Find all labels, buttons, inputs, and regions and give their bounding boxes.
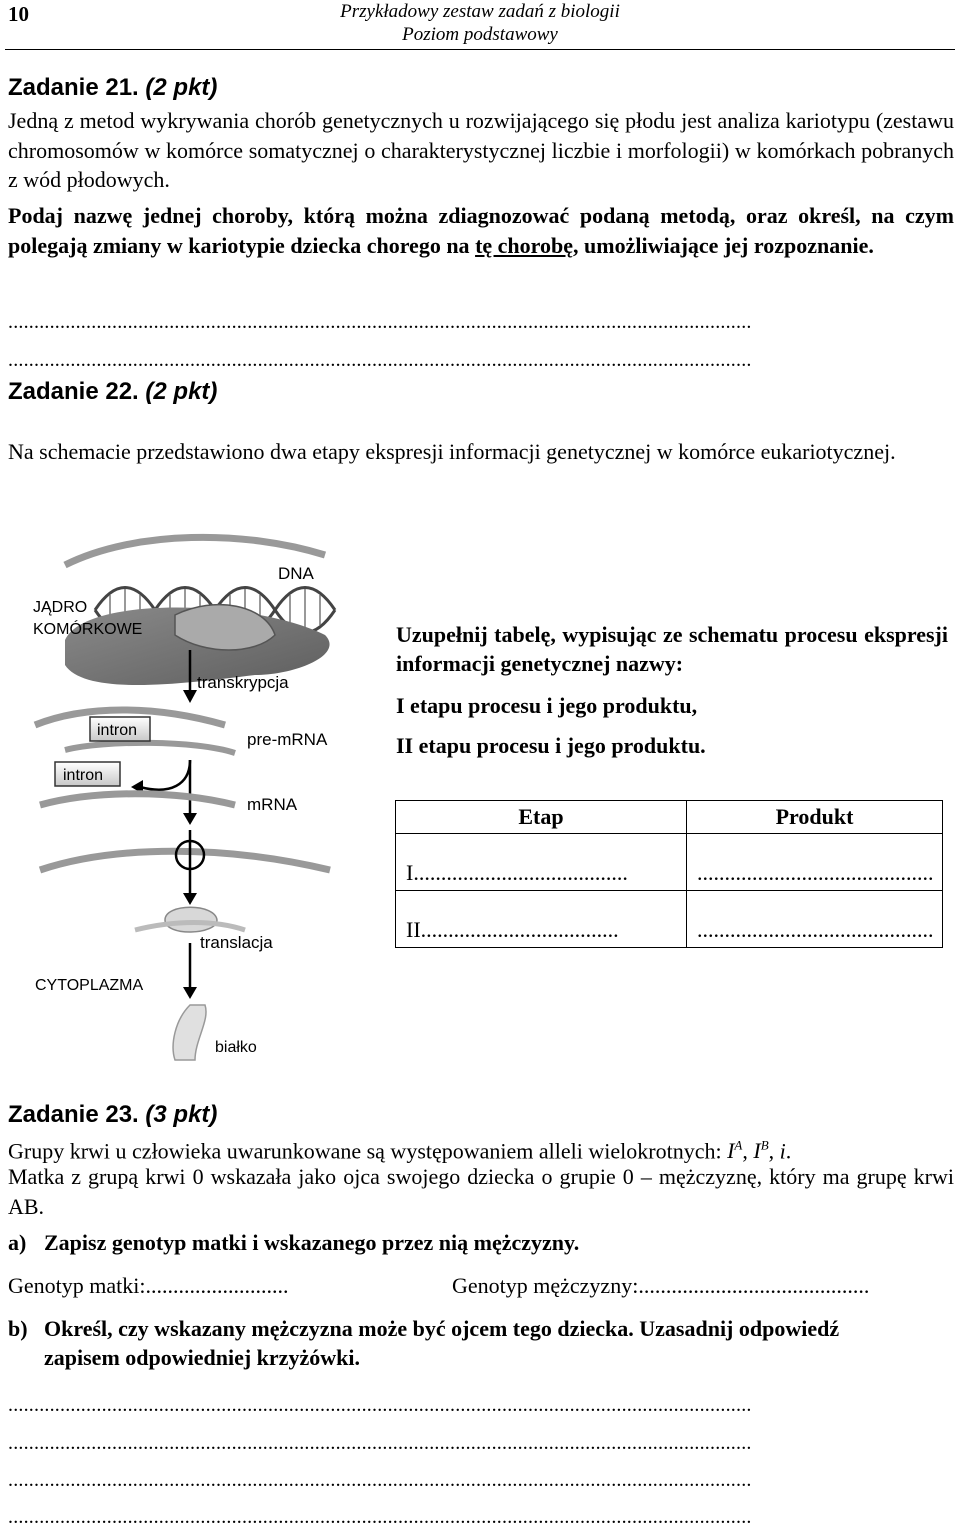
task21-question-underlined: tę chorobę — [475, 232, 574, 258]
table-header-stage: Etap — [396, 801, 687, 834]
task23-part-a — [8, 1228, 579, 1257]
task21-question-part2: , umożliwiające jej rozpoznanie. — [573, 232, 874, 258]
part-a-text: Zapisz genotyp matki i wskazanego przez nią mężczyzny. — [44, 1230, 580, 1255]
part-b-marker: b) — [8, 1316, 28, 1341]
allele-ib: $I^B$ — [753, 1138, 769, 1164]
label-nucleus-1: JĄDRO — [33, 599, 88, 616]
label-intron-1: intron — [97, 722, 138, 739]
label-translation: translacja — [200, 933, 273, 952]
task23-intro2: Matka z grupą krwi 0 wskazała jako ojca swojego dziecka o grupie 0 – mężczyznę, który ma grupę krwi AB. — [8, 1164, 954, 1219]
task22-points: (2 pkt) — [145, 378, 218, 405]
allele-i: i — [779, 1138, 786, 1164]
task22-instruction-2: I etapu procesu i jego produktu, — [396, 693, 698, 718]
task21-title — [8, 74, 217, 102]
task23-intro: Grupy krwi u człowieka uwarunkowane są występowaniem alleli wielokrotnych: $I^A$, $I^B$, i. — [8, 1138, 792, 1164]
cell-product-2[interactable]: ........................................... — [687, 891, 943, 948]
task21-answer-line-2[interactable]: ............................................................................................................................................... — [8, 350, 752, 370]
label-pre-mrna: pre-mRNA — [247, 730, 328, 749]
task23-answer-line-1[interactable]: ............................................................................................................................................... — [8, 1395, 752, 1415]
header-title-line2: Poziom podstawowy — [402, 24, 558, 45]
arrow-splicing — [140, 760, 190, 790]
genotype-man-field[interactable]: Genotyp mężczyzny:.......................................... — [452, 1273, 870, 1298]
task23-answer-line-4[interactable]: ............................................................................................................................................... — [8, 1507, 752, 1527]
task23-title — [8, 1101, 217, 1129]
label-mrna: mRNA — [247, 795, 298, 814]
part-b-text-1: Określ, czy wskazany mężczyzna może być ojcem tego dziecka. Uzasadnij odpowiedź — [44, 1316, 840, 1341]
header-rule — [5, 49, 955, 50]
label-cytoplasm: CYTOPLAZMA — [35, 977, 144, 994]
task23-answer-line-2[interactable]: ............................................................................................................................................... — [8, 1433, 752, 1453]
allele-ia: $I^A$ — [727, 1138, 743, 1164]
label-intron-2: intron — [63, 767, 104, 784]
cell-product-1[interactable]: ........................................... — [687, 834, 943, 891]
ribosome-icon — [165, 907, 217, 932]
task22-title — [8, 378, 217, 406]
task23-points: (3 pkt) — [145, 1101, 218, 1128]
task22-instruction-1: Uzupełnij tabelę, wypisując ze schematu procesu ekspresji informacji genetycznej nazwy: — [396, 622, 948, 676]
table-header-row — [396, 801, 943, 834]
cell-stage-2[interactable]: II.................................... — [396, 891, 687, 948]
table-row — [396, 834, 943, 891]
mrna-strand — [40, 794, 235, 805]
genotype-mother-field[interactable]: Genotyp matki:.......................... — [8, 1273, 289, 1298]
task22-intro: Na schemacie przedstawiono dwa etapy ekspresji informacji genetycznej w komórce eukariotycznej. — [8, 439, 896, 464]
label-nucleus-2: KOMÓRKOWE — [33, 621, 143, 638]
task21-intro: Jedną z metod wykrywania chorób genetycznych u rozwijającego się płodu jest analiza kariotypu (zestawu chromosomów w komórce somatycznej o charakterystycznej liczbie i morfologii) w komórkach pobranych z wód płodowych. — [8, 108, 954, 192]
header-title-line1: Przykładowy zestaw zadań z biologii — [340, 1, 620, 22]
label-dna: DNA — [278, 564, 314, 583]
task22-label: Zadanie 22. — [8, 378, 139, 405]
cell-stage-1[interactable]: I....................................... — [396, 834, 687, 891]
task23-label: Zadanie 23. — [8, 1101, 139, 1128]
table-header-product: Produkt — [687, 801, 943, 834]
part-b-text-2: zapisem odpowiedniej krzyżówki. — [44, 1345, 360, 1370]
answer-table — [395, 800, 943, 948]
page-number: 10 — [8, 2, 29, 26]
task21-question-part1: Podaj nazwę jednej choroby, którą można zdiagnozować podaną metodą, oraz określ, na czym polegają zmiany w kariotypie dziecka chorego na — [8, 203, 954, 258]
table-row — [396, 891, 943, 948]
task21-label: Zadanie 21. — [8, 74, 139, 101]
gene-expression-diagram — [25, 525, 360, 1065]
protein-icon — [173, 1005, 206, 1060]
part-a-marker: a) — [8, 1230, 27, 1255]
task21-points: (2 pkt) — [145, 74, 218, 101]
task21-question — [8, 201, 954, 260]
task21-answer-line-1[interactable]: ............................................................................................................................................... — [8, 312, 752, 332]
dna-strand-top — [65, 537, 325, 565]
task23-intro-text: Grupy krwi u człowieka uwarunkowane są występowaniem alleli wielokrotnych: — [8, 1138, 728, 1164]
task23-part-b — [8, 1314, 839, 1343]
label-protein: białko — [215, 1039, 257, 1056]
label-transcription: transkrypcja — [197, 673, 289, 692]
task23-answer-line-3[interactable]: ............................................................................................................................................... — [8, 1470, 752, 1490]
task22-instruction-3: II etapu procesu i jego produktu. — [396, 733, 706, 758]
